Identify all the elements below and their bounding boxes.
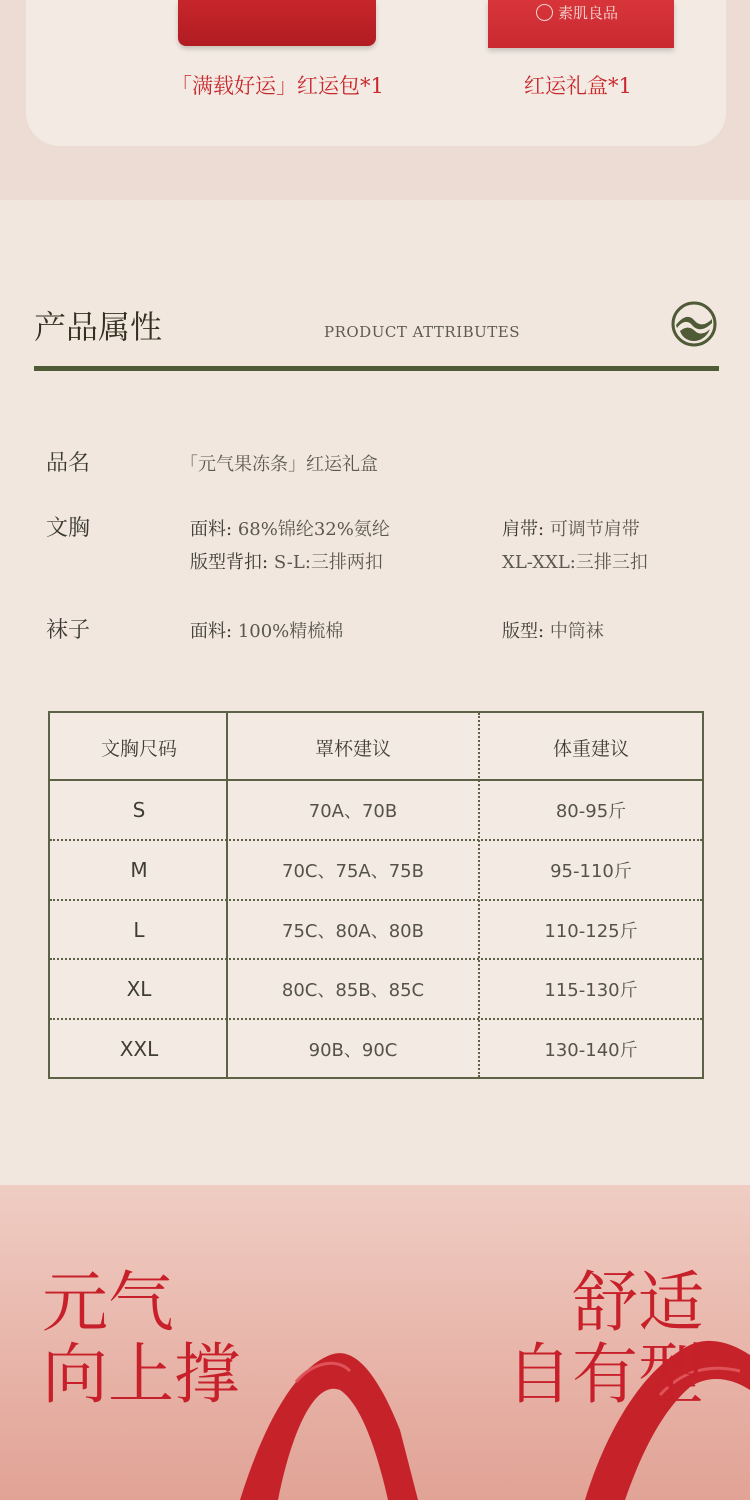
label-socks: 袜子: [46, 618, 91, 643]
socks-type-key: 版型:: [502, 621, 545, 642]
label-bra: 文胸: [46, 516, 91, 541]
bra-fabric-key: 面料:: [190, 519, 233, 540]
bra-fabric: [190, 515, 390, 541]
table-cell-weight: 95-110斤: [550, 861, 632, 882]
table-cell-cup: 80C、85B、85C: [281, 980, 425, 1001]
bra-clasp-value-1: S-L:三排两扣: [273, 552, 383, 573]
table-cell-size: XL: [126, 977, 152, 1001]
table-cell-size: XXL: [119, 1036, 159, 1061]
promo-banner: [0, 1185, 750, 1500]
socks-fabric-key: 面料:: [190, 621, 233, 642]
product-name-value: 「元气果冻条」红运礼盒: [180, 454, 378, 475]
bra-clasp-value-2: XL-XXL:三排三扣: [502, 552, 648, 573]
gift-card: [26, 0, 726, 146]
table-cell-weight: 130-140斤: [544, 1039, 638, 1061]
brand-logo-icon: [536, 4, 553, 21]
slogan-right-line-2: 自有型: [506, 1336, 704, 1413]
socks-fabric: [190, 617, 343, 643]
bra-clasp-key: 版型背扣:: [190, 552, 269, 573]
table-cell-weight: 110-125斤: [544, 920, 638, 942]
table-cell-weight: 80-95斤: [555, 801, 627, 822]
slogan-right-line-1: 舒适: [572, 1264, 704, 1341]
bra-strap-value: 可调节肩带: [549, 519, 640, 540]
section-divider: [34, 366, 719, 371]
socks-fabric-value: 100%精梳棉: [237, 621, 344, 642]
slogan-left: [42, 1264, 240, 1413]
brand-logo-icon: [670, 300, 718, 348]
bra-fabric-value: 68%锦纶32%氨纶: [237, 519, 390, 540]
socks-type: [502, 617, 604, 643]
red-giftbox-image: [488, 0, 674, 48]
label-product-name: 品名: [46, 451, 91, 476]
socks-type-value: 中筒袜: [549, 621, 604, 642]
giftbox-brand: 素肌良品: [558, 4, 619, 22]
table-cell-size: S: [132, 798, 146, 822]
gift-caption-box: 红运礼盒*1: [524, 74, 632, 98]
size-table: [48, 711, 704, 1079]
slogan-right: [506, 1264, 704, 1413]
slogan-left-line-1: 元气: [42, 1264, 174, 1341]
header-cup: 罩杯建议: [314, 737, 391, 760]
gift-caption-pouch: 「满载好运」红运包*1: [171, 74, 384, 98]
table-cell-size: M: [130, 858, 148, 882]
table-cell-cup: 70A、70B: [308, 801, 398, 822]
table-cell-cup: 75C、80A、80B: [282, 920, 424, 942]
red-pouch-image: [178, 0, 376, 46]
section-subtitle: PRODUCT ATTRIBUTES: [324, 323, 521, 341]
table-cell-weight: 115-130斤: [544, 980, 638, 1001]
table-cell-size: L: [133, 917, 145, 942]
slogan-left-line-2: 向上撑: [42, 1336, 240, 1413]
gift-section: [0, 0, 750, 200]
bra-strap-key: 肩带:: [502, 519, 545, 540]
bra-strap: [502, 515, 640, 541]
section-title: 产品属性: [34, 308, 163, 346]
table-cell-cup: 70C、75A、75B: [282, 861, 424, 882]
header-size: 文胸尺码: [100, 737, 177, 760]
bra-clasp: [190, 548, 383, 574]
table-cell-cup: 90B、90C: [308, 1039, 398, 1061]
header-weight: 体重建议: [552, 737, 629, 760]
